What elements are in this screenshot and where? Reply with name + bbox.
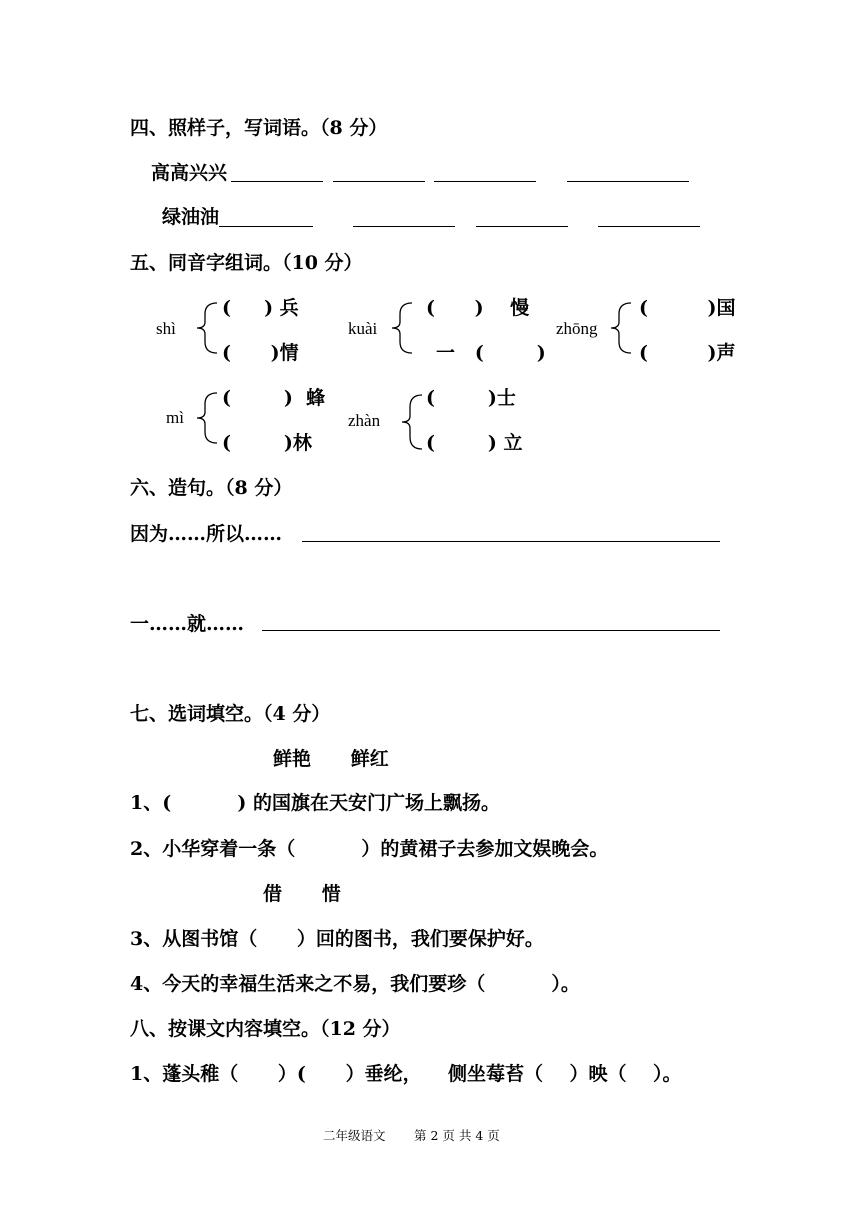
pinyin-label: kuài	[348, 319, 378, 338]
section-4-heading: 四、照样子，写词语。（8 分）	[130, 117, 388, 139]
answer-blank[interactable]	[434, 181, 536, 182]
example-word-1: 高高兴兴	[151, 162, 228, 184]
sentence-prompt-1: 因为……所以……	[130, 523, 283, 545]
word-group-bottom: ( )声	[639, 342, 736, 364]
brace-icon	[193, 300, 221, 356]
word-group-top: ( ) 慢	[426, 297, 530, 319]
pinyin-label: mì	[166, 408, 184, 427]
word-group-bottom: ( )林	[222, 432, 312, 454]
footer-subject: 二年级语文	[323, 1128, 386, 1143]
answer-blank[interactable]	[231, 181, 323, 182]
question-4: 4、今天的幸福生活来之不易，我们要珍（ ）。	[130, 973, 580, 995]
brace-icon	[193, 390, 221, 446]
question-1: 1、( ) 的国旗在天安门广场上飘扬。	[130, 792, 500, 814]
section-5-heading: 五、同音字组词。（10 分）	[130, 252, 363, 274]
section-7-heading: 七、选词填空。（4 分）	[130, 703, 331, 725]
section-6-heading: 六、造句。（8 分）	[130, 477, 293, 499]
word-group-bottom: 一 ( )	[436, 342, 546, 364]
word-group-top: ( )国	[639, 297, 736, 319]
word-choices-2: 借 惜	[263, 883, 341, 905]
word-group-top: ( ) 蜂	[222, 387, 326, 409]
word-group-top: ( )士	[426, 387, 516, 409]
section-8-heading: 八、按课文内容填空。（12 分）	[130, 1018, 401, 1040]
pinyin-label: zhōng	[556, 319, 598, 338]
word-group-bottom: ( ) 立	[426, 432, 523, 454]
brace-icon	[398, 392, 426, 452]
sentence-answer-line[interactable]	[302, 541, 720, 542]
answer-blank[interactable]	[333, 181, 425, 182]
sentence-answer-line[interactable]	[262, 630, 720, 631]
pinyin-label: shì	[156, 319, 176, 338]
word-group-top: ( ) 兵	[222, 297, 299, 319]
pinyin-label: zhàn	[348, 411, 381, 430]
footer-page-number: 第 2 页 共 4 页	[414, 1128, 500, 1143]
answer-blank[interactable]	[598, 226, 700, 227]
answer-blank[interactable]	[476, 226, 568, 227]
word-group-bottom: ( )情	[222, 342, 299, 364]
answer-blank[interactable]	[567, 181, 689, 182]
question-3: 3、从图书馆（ ）回的图书，我们要保护好。	[130, 928, 544, 950]
sentence-prompt-2: 一……就……	[130, 613, 245, 635]
answer-blank[interactable]	[219, 226, 313, 227]
answer-blank[interactable]	[353, 226, 455, 227]
brace-icon	[607, 300, 635, 356]
question-2: 2、小华穿着一条（ ）的黄裙子去参加文娱晚会。	[130, 838, 609, 860]
brace-icon	[388, 300, 416, 356]
word-choices-1: 鲜艳 鲜红	[273, 748, 389, 770]
example-word-2: 绿油油	[162, 206, 220, 228]
question-poem-1: 1、蓬头稚（ ）( ）垂纶， 侧坐莓苔（ ）映（ ）。	[130, 1063, 682, 1085]
